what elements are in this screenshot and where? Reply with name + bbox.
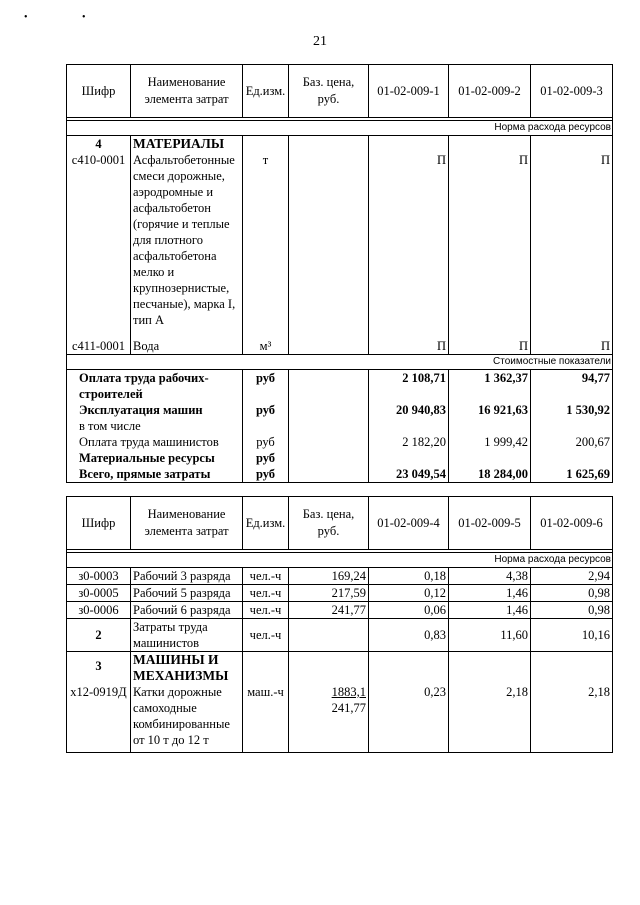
table-row: з0-0005 Рабочий 5 разряда чел.-ч 217,59 0,12 1,46 0,98	[67, 585, 613, 602]
header-col1: 01-02-009-1	[369, 65, 449, 118]
header-col3: 01-02-009-6	[531, 497, 613, 550]
header-col2: 01-02-009-2	[449, 65, 531, 118]
section-number: 3	[67, 652, 131, 685]
header-code: Шифр	[67, 65, 131, 118]
page-number: 21	[313, 34, 327, 49]
norm-note: Норма расхода ресурсов	[67, 553, 613, 568]
header-col2: 01-02-009-5	[449, 497, 531, 550]
header-code: Шифр	[67, 497, 131, 550]
table-row: з0-0006 Рабочий 6 разряда чел.-ч 241,77 0,06 1,46 0,98	[67, 602, 613, 619]
section-row	[67, 136, 613, 153]
header-unit: Ед.изм.	[243, 65, 289, 118]
table-row: с410-0001 Асфальтобетонные смеси дорожные, аэродромные и асфальтобетон (горячие и теплые для плотного асфальтобетона мелко и крупнозернистые, песчаные), марка I, тип А т П П П	[67, 152, 613, 328]
header-col3: 01-02-009-3	[531, 65, 613, 118]
header-price: Баз. цена, руб.	[289, 65, 369, 118]
cost-row: Материальные ресурсы руб	[67, 450, 613, 466]
cost-note: Стоимостные показатели	[67, 355, 613, 370]
header-unit: Ед.изм.	[243, 497, 289, 550]
table-row: с411-0001 Вода м³ П П П	[67, 328, 613, 355]
machine-price: 241,77	[331, 701, 366, 715]
header-name: Наименование элемента затрат	[131, 65, 243, 118]
table-row: х12-0919Д Катки дорожные самоходные комбинированные от 10 т до 12 т маш.-ч 1883,1 241,77 0,23 2,18 2,18	[67, 684, 613, 753]
section-row	[67, 652, 613, 685]
corner-dots: • •	[24, 12, 112, 23]
labor-table	[66, 496, 613, 753]
cost-row: Оплата труда машинистов руб 2 182,20 1 999,42 200,67	[67, 434, 613, 450]
header-col1: 01-02-009-4	[369, 497, 449, 550]
materials-table	[66, 64, 613, 483]
header-name: Наименование элемента затрат	[131, 497, 243, 550]
header-price: Баз. цена, руб.	[289, 497, 369, 550]
table-header-row	[67, 497, 613, 550]
cost-row: Всего, прямые затраты руб 23 049,54 18 284,00 1 625,69	[67, 466, 613, 483]
section-title: МАТЕРИАЛЫ	[131, 136, 243, 153]
norm-note: Норма расхода ресурсов	[67, 121, 613, 136]
table-row: з0-0003 Рабочий 3 разряда чел.-ч 169,24 0,18 4,38 2,94	[67, 568, 613, 585]
table-header-row	[67, 65, 613, 118]
cost-row: Эксплуатация машин руб 20 940,83 16 921,63 1 530,92	[67, 402, 613, 418]
cost-row: в том числе	[67, 418, 613, 434]
section-number: 4	[67, 136, 131, 153]
machine-price-underlined: 1883,1	[331, 685, 366, 699]
table-row: 2 Затраты труда машинистов чел.-ч 0,83 11,60 10,16	[67, 619, 613, 652]
section-title: МАШИНЫ И МЕХАНИЗМЫ	[131, 652, 243, 685]
cost-row: Оплата труда рабочих-строителей руб 2 108,71 1 362,37 94,77	[67, 370, 613, 403]
